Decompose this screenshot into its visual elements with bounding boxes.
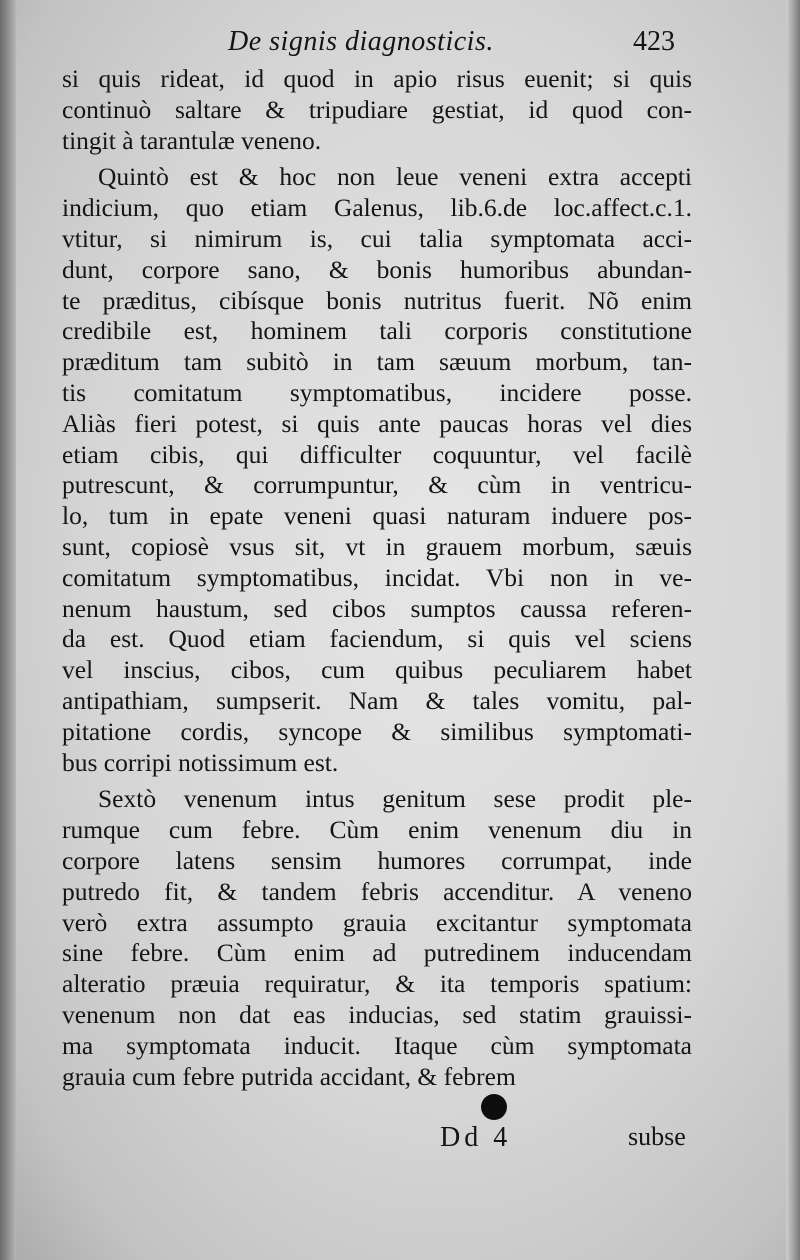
paragraph — [62, 64, 692, 156]
running-title: De signis diagnosticis. — [228, 26, 494, 57]
catchword: subse — [628, 1122, 686, 1151]
text-line: grauia cum febre putrida accidant, & febrem — [62, 1061, 516, 1091]
page-number: 423 — [633, 26, 675, 57]
text-line: pitatione cordis, syncope & similibus symptomati- — [62, 716, 692, 746]
text-line: da est. Quod etiam faciendum, si quis vel sciens — [62, 624, 692, 654]
page-right-edge — [786, 0, 800, 1260]
text-line: Sextò venenum intus genitum sese prodit ple- — [98, 784, 692, 814]
signature-mark: Dd 4 — [440, 1122, 512, 1153]
paragraph — [62, 784, 692, 1092]
body-text — [62, 64, 692, 1092]
text-line: continuò saltare & tripudiare gestiat, id quod con- — [62, 94, 692, 124]
text-line: alteratio præuia requiratur, & ita temporis spatium: — [62, 969, 692, 999]
text-line: rumque cum febre. Cùm enim venenum diu in — [62, 815, 692, 845]
text-line: tingit à tarantulæ veneno. — [62, 125, 322, 155]
ink-blot — [481, 1094, 507, 1120]
text-line: verò extra assumpto grauia excitantur symptomata — [62, 907, 692, 937]
text-line: vel inscius, cibos, cum quibus peculiarem habet — [62, 655, 692, 685]
text-line: credibile est, hominem tali corporis constitutione — [62, 316, 692, 346]
text-line: putrescunt, & corrumpuntur, & cùm in ventricu- — [62, 470, 692, 500]
text-line: ma symptomata inducit. Itaque cùm symptomata — [62, 1030, 692, 1060]
text-line: antipathiam, sumpserit. Nam & tales vomitu, pal- — [62, 685, 692, 715]
text-line: bus corripi notissimum est. — [62, 747, 339, 777]
text-line: sine febre. Cùm enim ad putredinem inducendam — [62, 938, 692, 968]
paragraph — [62, 162, 692, 778]
text-line: tis comitatum symptomatibus, incidere posse. — [62, 377, 692, 407]
text-line: Quintò est & hoc non leue veneni extra accepti — [98, 162, 692, 192]
text-line: venenum non dat eas inducias, sed statim grauissi- — [62, 999, 692, 1029]
text-line: sunt, copiosè vsus sit, vt in grauem morbum, sæuis — [62, 531, 692, 561]
text-line: lo, tum in epate veneni quasi naturam induere pos- — [62, 501, 692, 531]
text-line: te præditus, cibísque bonis nutritus fuerit. Nõ enim — [62, 285, 692, 315]
text-line: præditum tam subitò in tam sæuum morbum, tan- — [62, 347, 692, 377]
text-line: comitatum symptomatibus, incidat. Vbi non in ve- — [62, 562, 692, 592]
text-line: Aliàs fieri potest, si quis ante paucas horas vel dies — [62, 408, 692, 438]
text-line: putredo fit, & tandem febris accenditur. A veneno — [62, 876, 692, 906]
text-line: vtitur, si nimirum is, cui talia symptomata acci- — [62, 223, 692, 253]
text-line: etiam cibis, qui difficulter coquuntur, vel facilè — [62, 439, 692, 469]
text-line: corpore latens sensim humores corrumpat, inde — [62, 845, 692, 875]
text-line: si quis rideat, id quod in apio risus euenit; si quis — [62, 64, 692, 93]
text-line: indicium, quo etiam Galenus, lib.6.de loc.affect.c.1. — [62, 193, 692, 223]
page-left-shadow — [0, 0, 16, 1260]
text-line: dunt, corpore sano, & bonis humoribus abundan- — [62, 254, 692, 284]
text-line: nenum haustum, sed cibos sumptos caussa referen- — [62, 593, 692, 623]
